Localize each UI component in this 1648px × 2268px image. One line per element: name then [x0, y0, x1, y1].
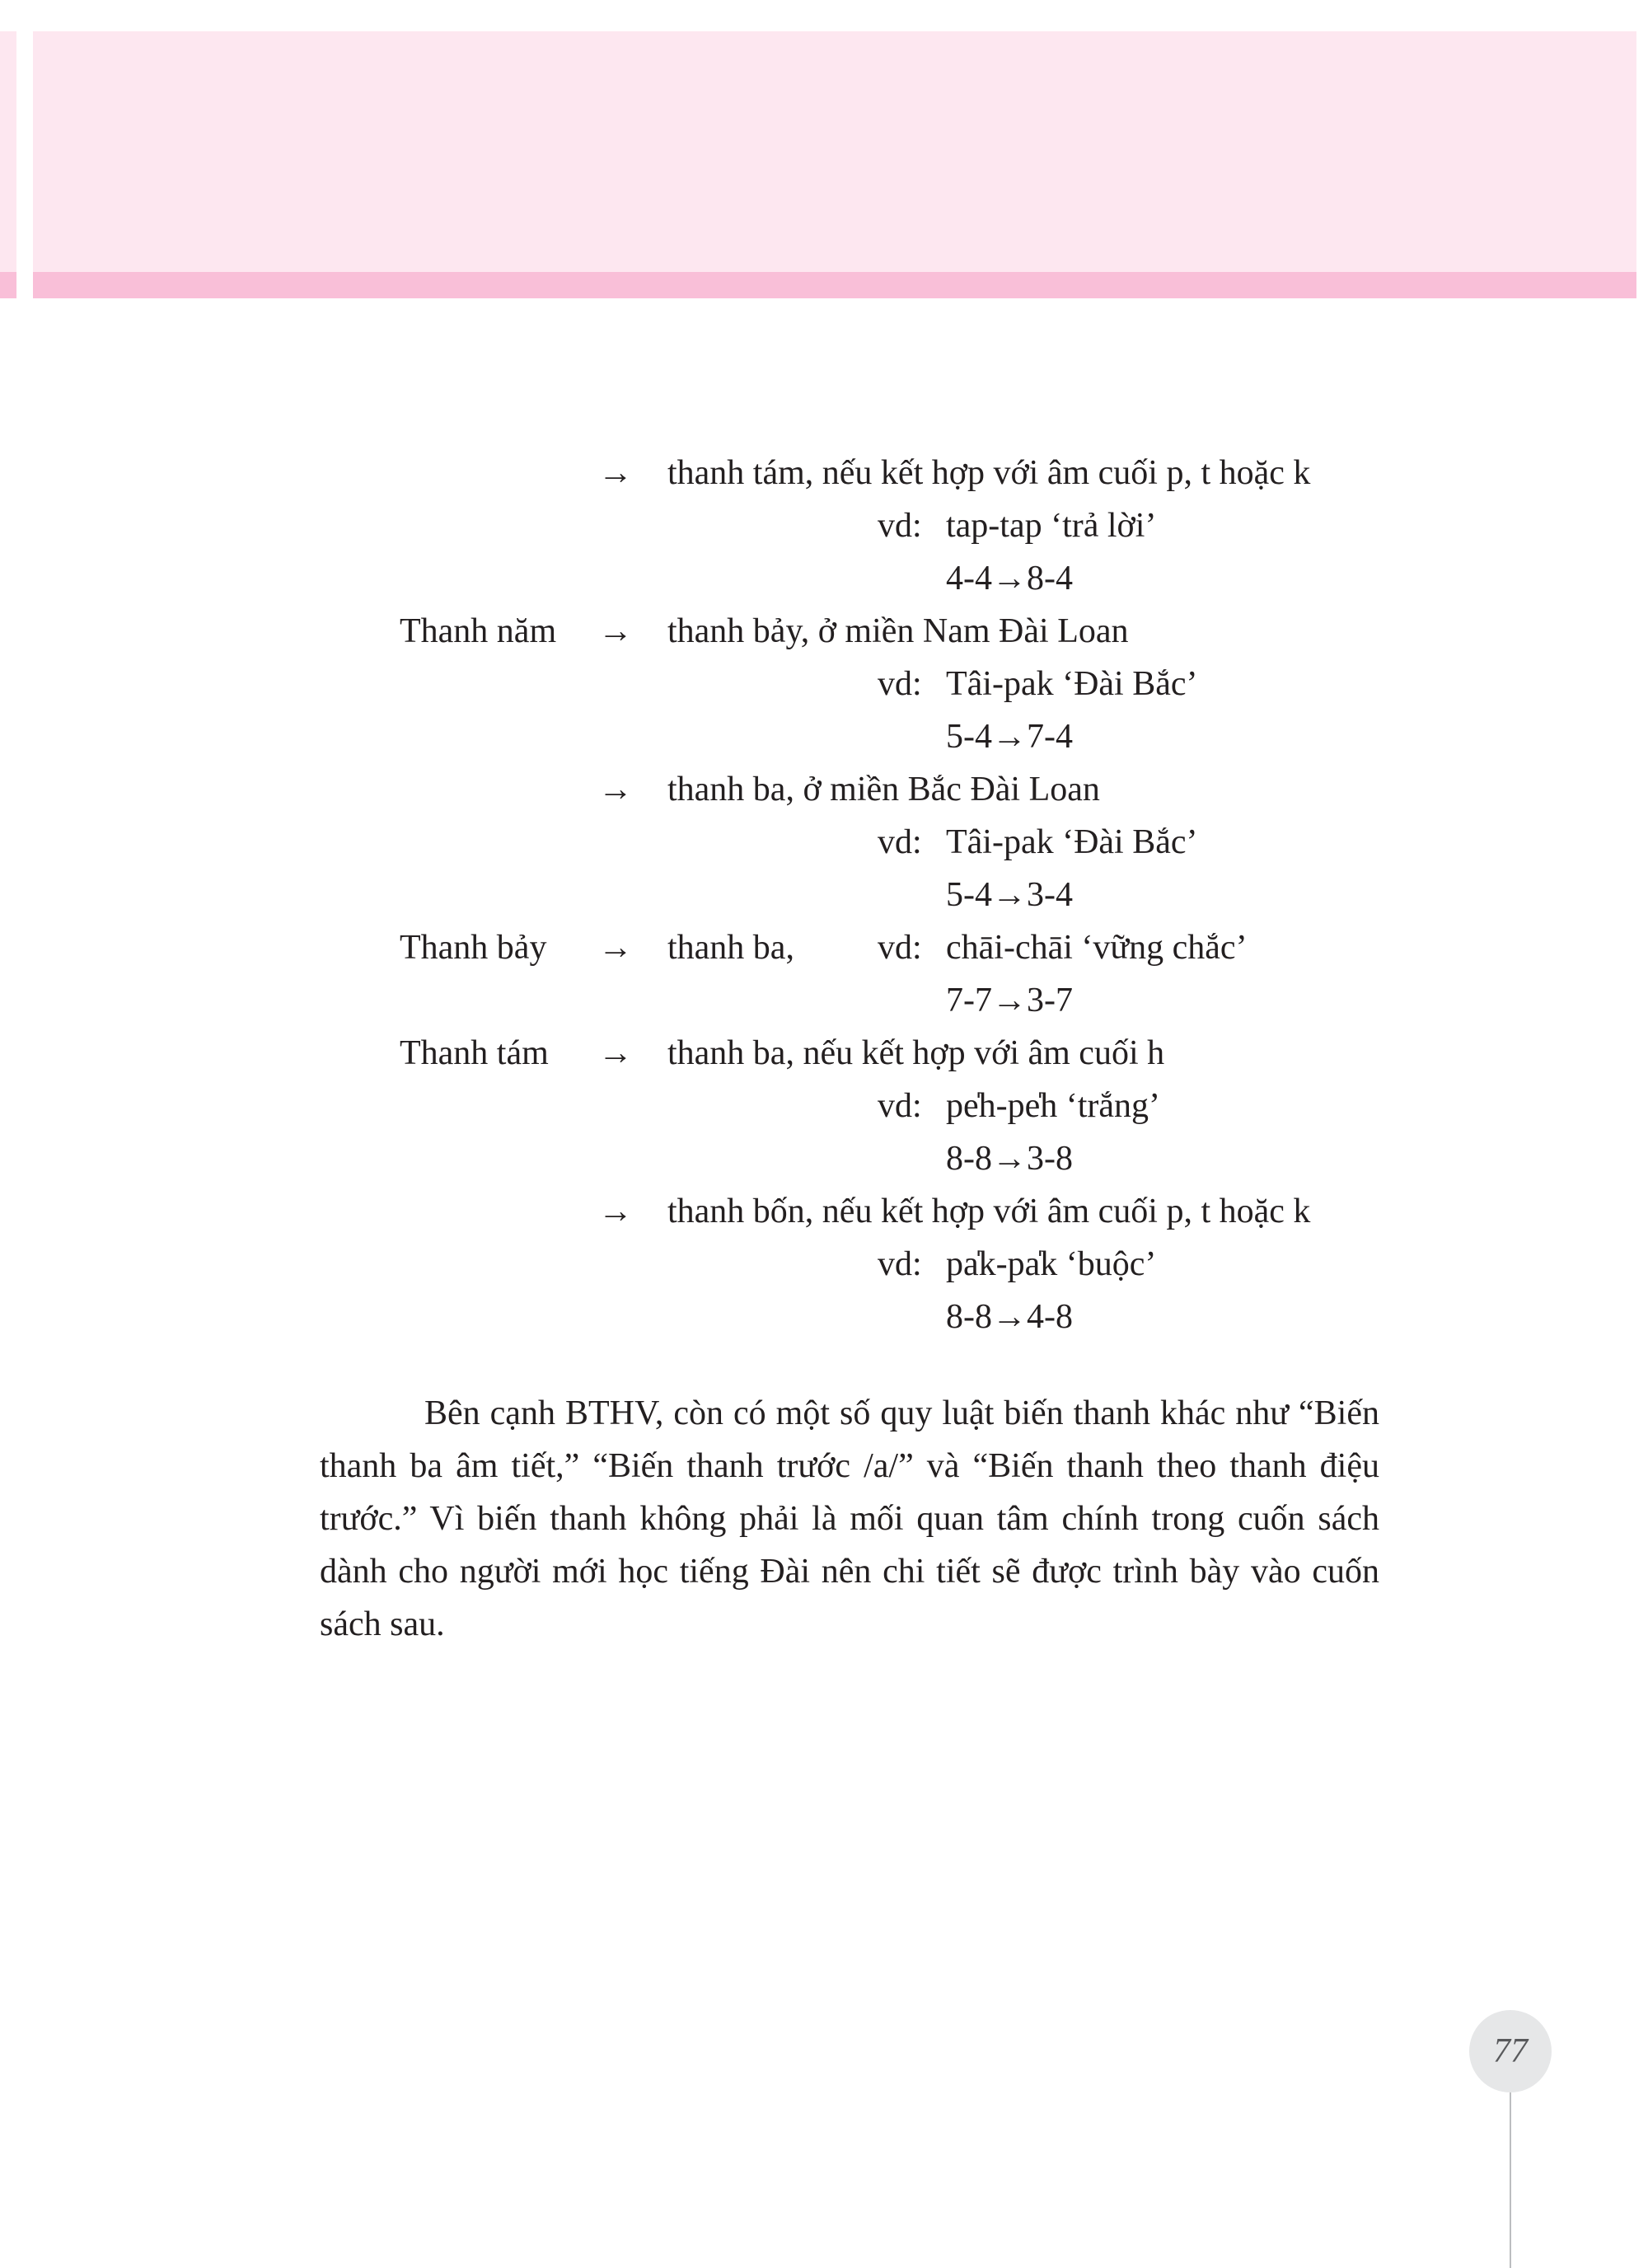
example-sandhi: 4-4→8-4 — [946, 560, 1073, 597]
rule-text: thanh tám, nếu kết hợp với âm cuối p, t hoặc k — [667, 454, 1311, 492]
body-paragraph: Bên cạnh BTHV, còn có một số quy luật biến thanh khác như “Biến thanh ba âm tiết,” “Biến thanh trước /a/” và “Biến thanh theo thanh điệu trước.” Vì biến thanh không phải là mối quan tâm chính trong cuốn sách dành cho người mới học tiếng Đài nên chi tiết sẽ được trình bày vào cuốn sách sau. — [320, 1394, 1379, 1643]
rule-text: thanh ba, nếu kết hợp với âm cuối h — [667, 1034, 1165, 1072]
example-vd-label: vd: — [878, 929, 922, 967]
header-stripe — [33, 272, 1636, 298]
rule-text: thanh bốn, nếu kết hợp với âm cuối p, t hoặc k — [667, 1193, 1311, 1230]
rule-label: Thanh năm — [400, 612, 557, 650]
example-word: pa̍k-pa̍k ‘buộc’ — [946, 1245, 1157, 1283]
header-left-stripe — [0, 272, 16, 298]
header-left-block — [0, 31, 16, 272]
example-vd-label: vd: — [878, 507, 922, 545]
rule-arrow: → — [598, 454, 633, 492]
rule-arrow: → — [598, 1193, 633, 1230]
rule-text: thanh ba, ở miền Bắc Đài Loan — [667, 771, 1100, 808]
example-word: pe̍h-pe̍h ‘trắng’ — [946, 1087, 1161, 1125]
rule-arrow: → — [598, 612, 633, 650]
example-vd-label: vd: — [878, 665, 922, 703]
rule-label: Thanh bảy — [400, 929, 547, 967]
header-banner — [33, 31, 1636, 272]
example-word: tap-tap ‘trả lời’ — [946, 507, 1157, 545]
page-number-line — [1510, 2092, 1511, 2268]
rule-arrow: → — [598, 1034, 633, 1072]
example-vd-label: vd: — [878, 823, 922, 861]
example-sandhi: 7-7→3-7 — [946, 982, 1073, 1019]
rule-text: thanh ba, — [667, 929, 794, 967]
rule-label: Thanh tám — [400, 1034, 549, 1072]
page-number: 77 — [1469, 2010, 1552, 2092]
example-sandhi: 8-8→3-8 — [946, 1140, 1073, 1178]
rule-text: thanh bảy, ở miền Nam Đài Loan — [667, 612, 1129, 650]
example-word: chāi-chāi ‘vững chắc’ — [946, 929, 1248, 967]
example-vd-label: vd: — [878, 1245, 922, 1283]
example-sandhi: 8-8→4-8 — [946, 1298, 1073, 1336]
example-word: Tâi-pak ‘Đài Bắc’ — [946, 665, 1198, 703]
example-sandhi: 5-4→7-4 — [946, 718, 1073, 756]
example-word: Tâi-pak ‘Đài Bắc’ — [946, 823, 1198, 861]
rule-arrow: → — [598, 929, 633, 967]
rule-arrow: → — [598, 771, 633, 808]
example-vd-label: vd: — [878, 1087, 922, 1125]
example-sandhi: 5-4→3-4 — [946, 876, 1073, 914]
